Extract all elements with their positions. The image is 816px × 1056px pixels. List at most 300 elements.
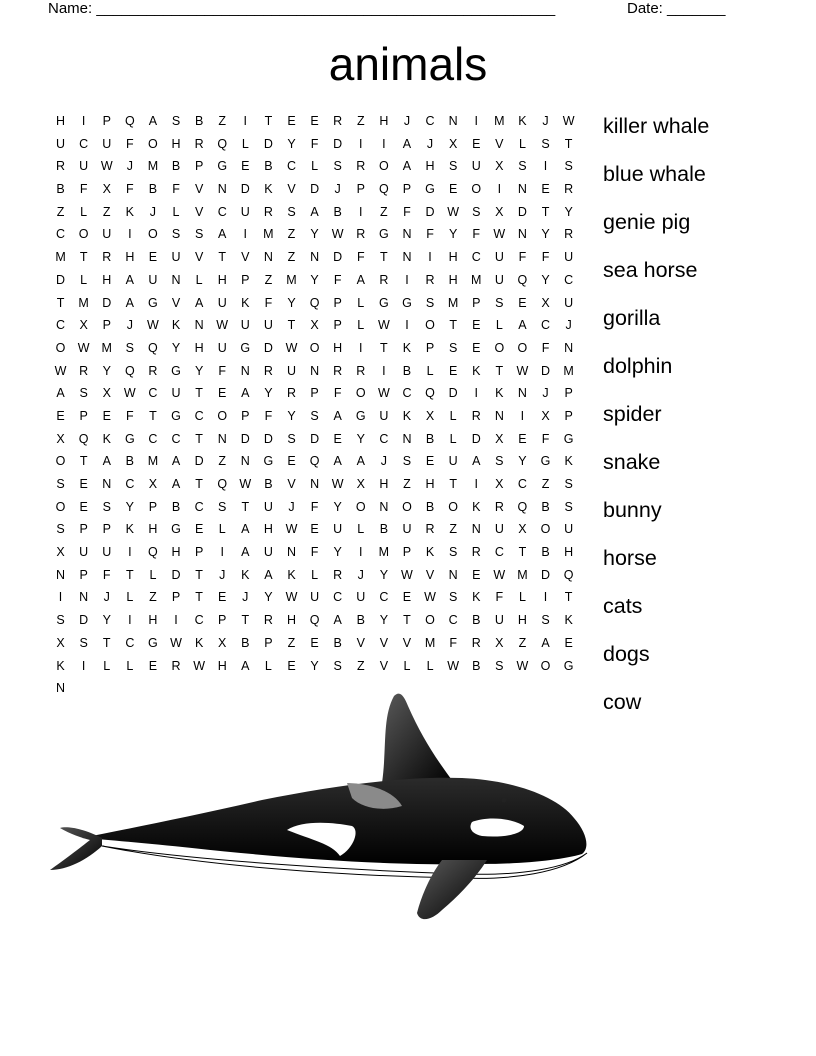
grid-letter: T [102,635,111,650]
grid-letter: T [149,408,157,423]
grid-letter: C [56,318,66,333]
grid-letter: Y [171,340,181,355]
grid-letter: S [125,340,134,355]
grid-letter: K [241,295,250,310]
grid-letter: S [448,159,458,174]
grid-letter: J [334,182,341,197]
grid-letter: S [518,159,527,174]
grid-letter: L [449,408,457,423]
grid-letter: G [124,431,135,446]
grid-letter: I [359,136,363,151]
grid-letter: E [79,499,88,514]
grid-letter: E [310,635,319,650]
grid-letter: C [517,477,527,491]
grid-letter: B [125,454,134,469]
grid-letter: P [218,613,227,628]
grid-letter: R [564,182,574,197]
grid-letter: P [79,567,88,582]
grid-letter: R [379,272,389,287]
grid-letter: D [541,567,551,582]
grid-letter: H [171,136,181,151]
grid-letter: P [102,318,111,333]
grid-letter: C [148,386,158,401]
grid-letter: Q [148,545,158,560]
grid-letter: F [495,590,504,605]
grid-letter: U [217,340,227,355]
grid-letter: C [148,431,158,446]
grid-letter: E [194,522,204,537]
grid-letter: S [171,227,181,242]
grid-letter: I [520,408,525,423]
grid-letter: G [171,363,181,378]
grid-letter: S [56,477,65,491]
grid-letter: U [240,204,250,219]
grid-letter: A [241,386,250,401]
grid-letter: R [564,227,574,242]
grid-letter: X [56,431,65,446]
grid-letter: C [194,613,204,628]
grid-letter: V [287,477,296,491]
grid-letter: E [287,658,296,673]
grid-letter: V [194,182,204,197]
grid-letter: S [495,658,504,673]
grid-letter: J [542,114,549,128]
word-list-item: sea horse [603,258,698,282]
grid-letter: T [56,295,65,310]
grid-letter: P [102,114,111,128]
grid-letter: D [102,295,112,310]
grid-letter: F [541,250,550,265]
grid-letter: I [474,386,478,401]
grid-letter: U [379,408,389,423]
grid-letter: F [172,182,180,197]
grid-letter: Q [148,340,158,355]
grid-letter: O [540,658,551,673]
grid-letter: B [425,499,435,514]
grid-letter: U [171,386,181,401]
grid-letter: E [287,114,296,128]
grid-letter: U [263,318,273,333]
grid-letter: J [403,114,411,128]
orca-icon [42,688,592,933]
grid-letter: O [402,499,412,514]
grid-letter: G [240,340,251,355]
grid-letter: I [543,159,548,174]
grid-letter: Z [287,250,296,265]
grid-letter: W [401,567,413,582]
grid-letter: L [403,658,411,673]
date-field-label[interactable]: Date: _______ [627,0,726,17]
grid-letter: I [405,272,409,287]
grid-letter: D [263,340,273,355]
grid-letter: O [494,340,505,355]
grid-letter: T [241,613,250,628]
grid-letter: T [449,477,457,491]
grid-letter: I [405,318,409,333]
grid-letter: Q [217,136,228,151]
grid-letter: O [425,613,435,628]
grid-letter: B [356,613,365,628]
grid-letter: S [425,295,435,310]
grid-letter: E [564,635,573,650]
grid-letter: D [240,431,250,446]
grid-letter: D [310,431,320,446]
grid-letter: X [495,204,504,219]
name-field-label[interactable]: Name: _______________________________________________________ [48,0,556,17]
grid-letter: E [402,590,412,605]
grid-letter: R [333,363,343,378]
grid-letter: C [217,204,227,219]
grid-letter: W [170,635,182,650]
grid-letter: B [425,431,435,446]
grid-letter: W [285,522,298,537]
grid-letter: G [355,408,366,423]
grid-letter: B [379,522,389,537]
grid-letter: A [218,227,227,242]
grid-letter: E [218,590,227,605]
grid-letter: V [194,204,204,219]
grid-letter: D [310,182,320,197]
grid-letter: E [472,567,481,582]
grid-letter: U [494,272,504,287]
grid-letter: F [126,182,134,197]
grid-letter: U [402,522,412,537]
grid-letter: B [241,635,250,650]
grid-letter: F [426,227,434,242]
grid-letter: T [126,567,134,582]
grid-letter: O [55,340,66,355]
grid-letter: W [331,227,344,242]
grid-letter: L [126,658,134,673]
grid-letter: D [194,454,204,469]
grid-letter: A [356,272,365,287]
grid-letter: J [242,590,249,605]
grid-letter: K [194,635,204,650]
grid-letter: D [541,363,551,378]
grid-letter: S [194,227,204,242]
grid-letter: L [195,272,203,287]
grid-letter: L [149,567,157,582]
grid-letter: D [263,136,273,151]
grid-letter: R [148,363,158,378]
grid-letter: B [56,182,65,197]
grid-letter: X [541,408,550,423]
grid-letter: H [102,272,112,287]
grid-letter: U [494,250,504,265]
grid-letter: L [264,658,272,673]
grid-letter: I [359,204,363,219]
grid-letter: Z [541,477,550,491]
grid-letter: Z [356,658,365,673]
grid-letter: R [286,386,296,401]
grid-letter: J [103,590,110,605]
grid-letter: W [447,204,460,219]
grid-letter: L [311,159,319,174]
grid-letter: F [518,250,527,265]
grid-letter: D [79,613,89,628]
grid-letter: X [148,477,158,491]
grid-letter: Z [403,477,411,491]
grid-letter: H [148,613,158,628]
grid-letter: I [474,114,478,128]
grid-letter: K [472,363,481,378]
grid-letter: H [148,522,158,537]
grid-letter: F [310,136,319,151]
grid-letter: E [448,363,458,378]
grid-letter: N [194,318,204,333]
grid-letter: A [171,477,181,491]
grid-letter: L [426,658,434,673]
grid-letter: Y [518,454,527,469]
grid-letter: L [126,590,134,605]
grid-letter: S [56,522,65,537]
grid-letter: Y [194,363,204,378]
grid-letter: H [56,114,66,128]
grid-letter: S [495,454,504,469]
grid-letter: S [448,590,458,605]
grid-letter: G [563,658,574,673]
grid-letter: Y [310,658,319,673]
grid-letter: Y [541,272,550,287]
grid-letter: R [263,363,273,378]
grid-letter: O [148,227,158,242]
grid-letter: C [333,590,343,605]
grid-letter: K [125,204,134,219]
grid-letter: Z [56,204,65,219]
grid-letter: Y [102,363,111,378]
grid-letter: N [517,227,527,242]
grid-letter: A [310,204,319,219]
grid-letter: S [448,340,458,355]
grid-letter: K [518,114,527,128]
grid-letter: T [495,363,504,378]
grid-letter: Y [333,499,342,514]
grid-letter: N [402,431,412,446]
grid-letter: I [382,136,386,151]
grid-letter: Q [309,613,320,628]
grid-letter: Z [380,204,388,219]
grid-letter: A [171,454,181,469]
grid-letter: H [125,250,135,265]
grid-letter: A [241,658,250,673]
grid-letter: N [56,567,66,582]
grid-letter: K [425,545,435,560]
grid-letter: U [240,318,250,333]
grid-letter: A [102,454,111,469]
grid-letter: Y [310,227,319,242]
grid-letter: K [287,567,296,582]
grid-letter: T [264,114,273,128]
grid-letter: N [171,272,181,287]
grid-letter: M [378,545,390,560]
grid-letter: N [517,182,527,197]
grid-letter: B [171,499,181,514]
grid-letter: Z [102,204,111,219]
grid-letter: W [147,318,159,333]
grid-letter: S [287,204,296,219]
grid-letter: W [193,658,206,673]
grid-letter: Y [310,272,319,287]
grid-letter: I [428,250,432,265]
grid-letter: L [357,295,365,310]
grid-letter: A [148,114,158,128]
grid-letter: A [402,136,412,151]
grid-letter: S [79,635,88,650]
grid-letter: N [310,477,320,491]
grid-letter: V [287,182,296,197]
grid-letter: Q [124,363,135,378]
grid-letter: R [356,363,366,378]
grid-letter: W [493,227,506,242]
grid-letter: R [79,363,89,378]
grid-letter: S [541,136,550,151]
grid-letter: H [286,613,296,628]
grid-letter: V [241,250,250,265]
grid-letter: F [310,499,319,514]
grid-letter: B [171,159,181,174]
grid-letter: X [495,159,504,174]
grid-letter: G [148,635,158,650]
grid-letter: C [448,613,458,628]
grid-letter: P [564,408,573,423]
grid-letter: T [449,318,457,333]
grid-letter: B [472,658,481,673]
grid-letter: U [310,590,320,605]
grid-letter: I [243,114,248,128]
grid-letter: R [471,635,481,650]
grid-letter: P [333,295,342,310]
grid-letter: P [356,182,365,197]
grid-letter: X [495,431,504,446]
grid-letter: A [56,386,65,401]
grid-letter: A [472,454,481,469]
grid-letter: K [564,613,573,628]
grid-letter: R [102,250,112,265]
grid-letter: A [125,272,134,287]
grid-letter: T [218,250,227,265]
grid-letter: S [564,499,573,514]
grid-letter: D [171,567,181,582]
grid-letter: W [216,318,229,333]
grid-letter: F [356,250,365,265]
grid-letter: X [448,136,458,151]
grid-letter: S [310,408,319,423]
grid-letter: P [194,159,204,174]
grid-letter: B [333,204,342,219]
grid-letter: N [448,567,458,582]
grid-letter: U [102,136,112,151]
grid-letter: J [426,136,434,151]
grid-letter: P [79,522,88,537]
grid-letter: N [310,363,320,378]
grid-letter: H [217,272,227,287]
grid-letter: H [448,250,458,265]
grid-letter: M [147,454,159,469]
grid-letter: Q [217,477,228,491]
grid-letter: G [563,431,574,446]
grid-letter: J [380,454,387,469]
grid-letter: L [80,272,88,287]
grid-letter: R [425,272,435,287]
grid-letter: Y [125,499,134,514]
grid-letter: B [264,159,273,174]
grid-letter: N [240,363,250,378]
grid-letter: U [148,272,158,287]
grid-letter: K [171,318,181,333]
grid-letter: S [495,295,504,310]
grid-letter: M [471,272,482,287]
grid-letter: J [565,318,572,333]
grid-letter: B [194,114,204,128]
grid-letter: D [333,136,343,151]
grid-letter: D [425,204,435,219]
grid-letter: P [241,408,250,423]
grid-letter: Z [218,454,227,469]
grid-letter: I [497,182,502,197]
grid-letter: U [494,613,504,628]
grid-letter: R [356,227,366,242]
grid-letter: N [79,590,89,605]
grid-letter: P [102,522,111,537]
grid-letter: L [172,204,180,219]
grid-letter: I [58,590,63,605]
grid-letter: O [55,499,66,514]
grid-letter: T [564,136,573,151]
word-list-item: dogs [603,642,650,666]
grid-letter: N [494,408,504,423]
grid-letter: M [101,340,112,355]
grid-letter: O [355,499,366,514]
grid-letter: F [403,204,411,219]
grid-letter: S [541,613,550,628]
grid-letter: N [379,499,389,514]
grid-letter: E [472,340,481,355]
grid-letter: K [472,590,481,605]
grid-letter: U [79,545,89,560]
grid-letter: K [495,386,504,401]
grid-letter: E [541,182,550,197]
grid-letter: Z [287,635,296,650]
grid-letter: U [471,159,481,174]
grid-letter: Q [425,386,435,401]
grid-letter: E [472,136,481,151]
word-list-item: horse [603,546,657,570]
grid-letter: P [264,635,273,650]
grid-letter: Y [333,545,342,560]
grid-letter: U [79,159,89,174]
grid-letter: B [264,477,273,491]
grid-letter: I [543,590,548,605]
grid-letter: W [239,477,252,491]
grid-letter: A [541,635,550,650]
grid-letter: N [402,250,412,265]
grid-letter: S [333,658,342,673]
grid-letter: S [287,431,296,446]
grid-letter: R [263,613,273,628]
grid-letter: Q [563,567,574,582]
word-list-item: dolphin [603,354,673,378]
grid-letter: N [517,386,527,401]
grid-letter: A [125,295,134,310]
grid-letter: L [80,204,88,219]
grid-letter: E [310,522,319,537]
grid-letter: G [171,408,181,423]
grid-letter: R [333,114,343,128]
grid-letter: O [55,454,66,469]
grid-letter: K [402,340,412,355]
grid-letter: W [562,114,575,128]
grid-letter: X [102,182,111,197]
